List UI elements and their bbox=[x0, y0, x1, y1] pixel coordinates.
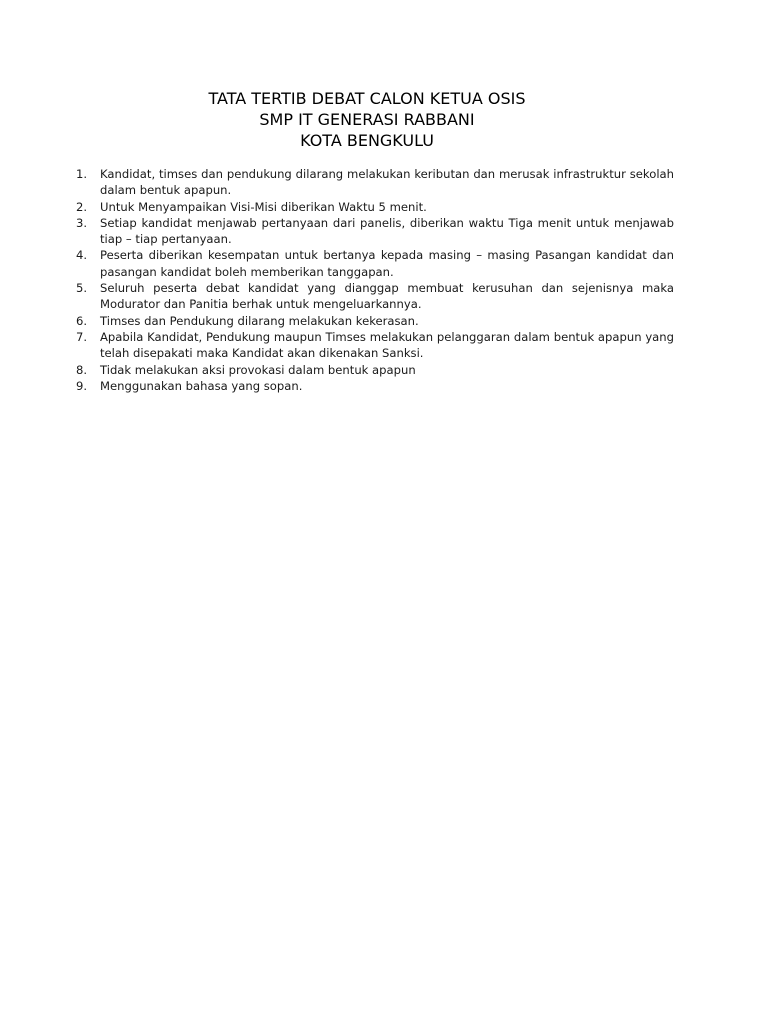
rule-text: Tidak melakukan aksi provokasi dalam bentuk apapun bbox=[100, 362, 416, 377]
rule-item-6 bbox=[76, 313, 674, 329]
rule-text: Kandidat, timses dan pendukung dilarang melakukan keributan dan merusak infrastruktur sekolah dalam bentuk apapun. bbox=[100, 167, 674, 198]
rule-number: 9. bbox=[76, 378, 88, 393]
rule-item-5 bbox=[76, 280, 674, 313]
rule-item-9 bbox=[76, 378, 674, 394]
rule-text: Peserta diberikan kesempatan untuk bertanya kepada masing – masing Pasangan kandidat dan pasangan kandidat boleh memberikan tanggapan. bbox=[100, 248, 674, 279]
rule-number: 5. bbox=[76, 281, 88, 296]
title-line-2: SMP IT GENERASI RABBANI bbox=[259, 110, 475, 129]
rule-item-2 bbox=[76, 199, 674, 215]
title-line-3: KOTA BENGKULU bbox=[300, 131, 434, 150]
rule-text: Seluruh peserta debat kandidat yang dianggap membuat kerusuhan dan sejenisnya maka Modurator dan Panitia berhak untuk mengeluarkannya. bbox=[100, 281, 674, 312]
rule-text: Apabila Kandidat, Pendukung maupun Timses melakukan pelanggaran dalam bentuk apapun yang telah disepakati maka Kandidat akan dikenakan Sanksi. bbox=[100, 329, 674, 361]
rule-text: Setiap kandidat menjawab pertanyaan dari panelis, diberikan waktu Tiga menit untuk menjawab tiap – tiap pertanyaan. bbox=[100, 215, 674, 247]
rule-number: 1. bbox=[76, 167, 88, 181]
rule-number: 7. bbox=[76, 329, 88, 344]
rule-number: 2. bbox=[76, 199, 88, 214]
rule-text: Menggunakan bahasa yang sopan. bbox=[100, 378, 303, 393]
document-title bbox=[0, 88, 734, 151]
rules-list bbox=[76, 166, 674, 394]
rule-number: 6. bbox=[76, 313, 88, 328]
rule-number: 3. bbox=[76, 215, 88, 230]
rule-item-3 bbox=[76, 215, 674, 248]
rule-item-8 bbox=[76, 362, 674, 378]
title-line-1: TATA TERTIB DEBAT CALON KETUA OSIS bbox=[208, 89, 526, 108]
rule-item-4 bbox=[76, 247, 674, 280]
rule-number: 8. bbox=[76, 362, 88, 377]
rule-text: Timses dan Pendukung dilarang melakukan kekerasan. bbox=[100, 313, 419, 328]
rule-item-7 bbox=[76, 329, 674, 362]
rule-text: Untuk Menyampaikan Visi-Misi diberikan Waktu 5 menit. bbox=[100, 199, 427, 214]
rule-item-1 bbox=[76, 166, 674, 199]
rule-number: 4. bbox=[76, 248, 88, 263]
